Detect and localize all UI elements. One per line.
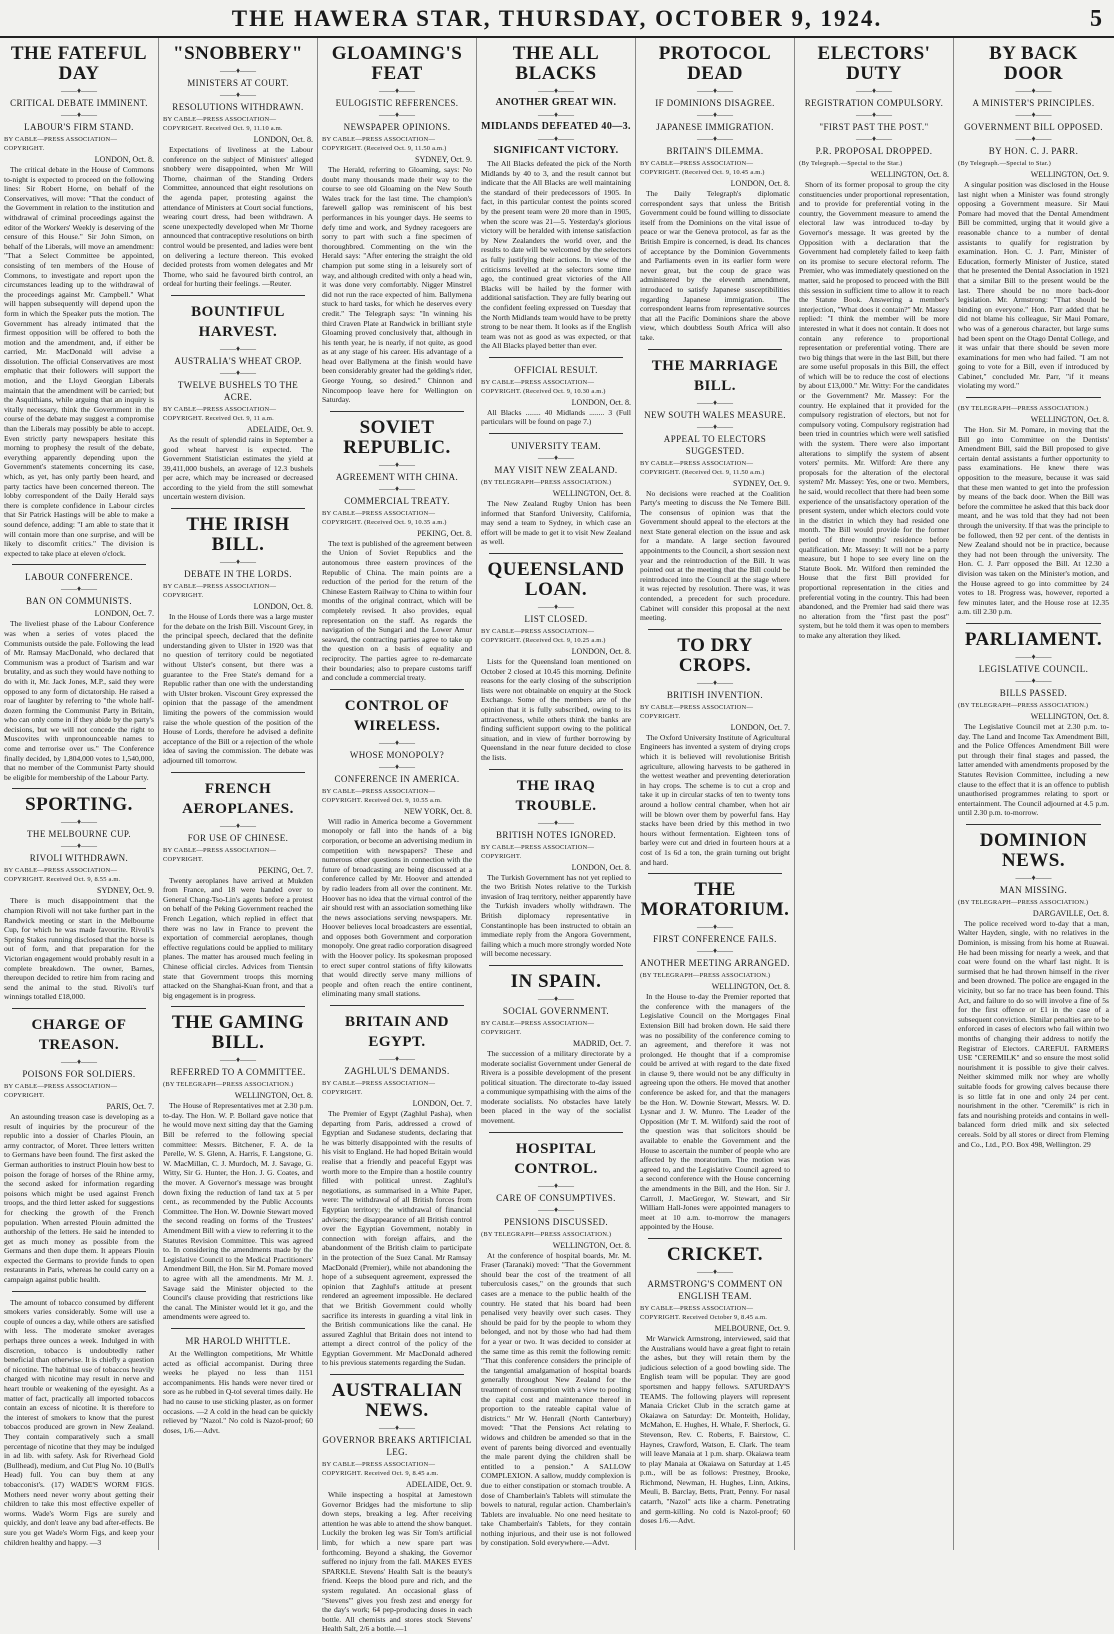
subheading: PENSIONS DISCUSSED. (503, 1216, 609, 1227)
column-divider (171, 1006, 305, 1007)
subheading: POISONS FOR SOLDIERS. (22, 1068, 136, 1079)
ornament-rule (4, 842, 154, 850)
dateline: LONDON, Oct. 8. (571, 397, 631, 407)
subheading: BRITISH NOTES IGNORED. (495, 829, 617, 840)
article-heading: ELECTORS' DUTY (817, 43, 931, 84)
article-heading: TO DRY CROPS. (677, 634, 753, 676)
wire-credit: (BY TELEGRAPH—PRESS ASSOCIATION.) (163, 1081, 294, 1089)
article-body: The Oxford University Institute of Agricultural Engineers has invented a system of drying crops which it is believed will revolutionise British agriculture, allowing harvests to be gathered in the wettest weather and preventing deterioration in hay crops. The scheme is to cut a crop and take it up in circular stacks of ten to twenty tons around a hollow central chamber, when hot air will be blown over them by powerful fans. Hay stacks have been dried by this method in two hours without fermentation. Eighteen tons of barley were cut and dried in fourteen hours at a cost of 1s 6d a ton, the grain turning out bright and hard. (640, 732, 790, 867)
ornament-rule (640, 399, 790, 407)
article (640, 44, 790, 343)
article (481, 44, 631, 351)
ornament-rule (322, 1424, 472, 1432)
dateline: WELLINGTON, Oct. 8. (1030, 415, 1109, 425)
dateline: SYDNEY, Oct. 9. (415, 155, 472, 164)
column-divider (966, 397, 1101, 398)
article-body: The text is published of the agreement between the Union of Soviet Republics and the autonomous three eastern provinces of the Republic of China. The main points are a reduction of the period for the return of the Chinese Eastern Railway to China to within four months of the original contract, which will be completely revised. It also provides, equal representation on the staff. As regards the navigation of the Sungari and the Lower Amur seaward, the contracting parties agree to take up the question on a basis of equality and reciprocity. The parties agree to re-demarcate their boundaries; also to prepare customs tariff and conclude a commercial treaty. (322, 538, 472, 683)
subheading: SIGNIFICANT VICTORY. (493, 145, 619, 156)
column-divider (489, 965, 623, 966)
subheading: FOR USE OF CHINESE. (187, 832, 289, 843)
article (481, 965, 631, 1126)
article (640, 1238, 790, 1526)
article-heading: AUSTRALIAN NEWS. (331, 1380, 463, 1422)
wire-credit: BY CABLE—PRESS ASSOCIATION—COPYRIGHT. (4, 1082, 118, 1099)
ornament-rule (481, 135, 631, 143)
dateline: MELBOURNE, Oct. 9. (714, 1323, 790, 1333)
ornament-rule (322, 739, 472, 747)
column-divider (489, 553, 623, 554)
subheading: A MINISTER'S PRINCIPLES. (972, 98, 1095, 108)
wire-credit: (BY TELEGRAPH—PRESS ASSOCIATION.) (481, 479, 612, 487)
subheading: BY HON. C. J. PARR. (988, 146, 1079, 156)
article-body: The Herald, referring to Gloaming, says: No doubt many thousands made their way to the course to see old Gloaming on the New South Wales track for the last time. The champion's farewell gallop was reminiscent of his best performances in his younger days. He seems to defy time and work, and Sydney racegoers are sorry to part with such a fine specimen of thoroughbred. Commenting on the win the Herald says: "After entering the straight the old champion put some sting in a leisurely sort of way, and although credited with only a head win, it was done very comfortably. Nigger Minstrel did not run the race expected of him. Ballymena stuck to hard tasks, for which he deserves every credit." The Telegraph says: "In winning his third Craven Plate at Randwick in brilliant style Gloaming proved conclusively that, although in his tenth year, he is nearly, if not quite, as good as at any stage of his career. His advantage of a head over Ballymena at the finish would have been considerably greater had the gelding's rider, George Young, so desired." Chinnon and Nincompoop leave here for Wellington on Saturday. (322, 165, 472, 405)
subheading: "FIRST PAST THE POST." (819, 122, 929, 132)
newspaper-title: THE HAWERA STAR, THURSDAY, OCTOBER 9, 1924. (231, 6, 883, 31)
wire-credit: (BY TELEGRAPH—PRESS ASSOCIATION.) (481, 1230, 612, 1238)
wire-credit: BY CABLE—PRESS ASSOCIATION—COPYRIGHT. Received Oct. 9, 11.10 a.m. (163, 116, 283, 132)
article-body: The liveliest phase of the Labour Conference was when a series of votes placed the Communists outside the pale. Following the lead of Mr. Ramsay MacDonald, who declared that Communism was a product of Tsarism and war brutality, and as such they would have nothing to do with it, Mr. Jack Jones, M.P., said they were opposed to any form of dictatorship. He raised a roar of laughter by referring to "the whole half-dozen forming the Communist Party in Britain, who can only come in if they abide by the party's decisions, but we will not concede the right to Muscovites with unpronounceable names to come and terrorise over us." The Conference finally decided, by 1,804,000 votes to 1,540,000, that no member of the Communist Party should be eligible for membership of the Labour Party. (4, 619, 154, 782)
dateline: LONDON, Oct. 8. (94, 155, 154, 164)
subheading: LABOUR'S FIRM STAND. (24, 122, 134, 132)
dateline: DARGAVILLE, Oct. 8. (1032, 908, 1109, 918)
ornament-rule (799, 135, 949, 143)
column-6 (795, 38, 954, 1550)
article (640, 873, 790, 1232)
wire-credit: BY CABLE—PRESS ASSOCIATION—COPYRIGHT. (Received Oct. 9, 11.50 a.m.) (640, 459, 765, 476)
subheading: GOVERNOR BREAKS ARTIFICIAL LEG. (322, 1435, 472, 1458)
column-divider (171, 1328, 305, 1329)
article-body: The Legislative Council met at 2.30 p.m. to-day. The Land and Income Tax Amendment Bill, and the Police Offences Amendment Bill were put through their final stages and passed, the latter amended with amendments proposed by the Statutes Revision Committee, including a new clause to the effect that it is an offence to publish unauthorised programmes relating to sport or entertainment. The Council adjourned at 4.5 p.m. until 2.30 p.m. to-morrow. (958, 721, 1109, 818)
article-body: Expectations of liveliness at the Labour conference on the subject of Ministers' alleged snobbery were disappointed, when Mr Will Thorne, chairman of the Standing Orders Committee, announced that eight resolutions on the agenda paper, protesting against the attendance of Ministers at Court social functions, wearing court dress, had been withdrawn. A scene unexpectedly developed when Mr Thorne announced that contraceptive resolutions on birth control would be presented, and ladies were bent on delivering a lecture thereon. This evoked decided protests from women delegates and Mr Thorne, who said he favoured birth control, an ordeal for hurting their feelings. —Reuter. (163, 145, 313, 289)
column-divider (648, 629, 782, 630)
column-4 (477, 38, 636, 1550)
dateline: NEW YORK, Oct. 8. (404, 806, 472, 816)
ornament-rule (958, 87, 1109, 95)
ornament-rule (640, 1268, 790, 1276)
ornament-rule (163, 369, 313, 377)
article-body: The police received word to-day that a man, Walter Hayden, single, with no relatives in the Dominion, is missing from his home at Ruawai. He had been missing for nearly a week, and that coat were found on the wharf last night. It is surmised that he had thrown himself in the river and been drowned. The police are engaged in the vicinity, but so far no trace has been found. This Act, and failure to do so will involve a fine of 5s for the first offence or £1 in the case of a subsequent conviction. Similar penalties are to be enforced in cases of electors who fail within two months of changing their address to notify the Registrar of Electors. CAREFUL FARMERS USE "CEREMILK" and so ensure the most solid nourishment it is possible to give their calves. Neither skimmed milk nor whey are wholly suitable foods for growing calves because there is so little fat in one and only 24 per cent. nourishment in the other. "Ceremilk" is rich in fats and nourishing proteids and contains in well-balanced form dried milk and six selected cereals. Sold by all stores or direct from Fleming and Co., Ltd., P.O. Box 498, Wellington. 29 (958, 918, 1109, 1149)
page-number: 5 (1090, 6, 1102, 32)
wire-credit: BY CABLE—PRESS ASSOCIATION—COPYRIGHT. (Received Oct. 9, 10.25 a.m.) (481, 628, 606, 645)
wire-credit: BY CABLE—PRESS ASSOCIATION—COPYRIGHT. (163, 583, 277, 600)
column-divider (489, 769, 623, 770)
article (322, 689, 472, 999)
article (958, 397, 1109, 617)
dateline: WELLINGTON, Oct. 8. (711, 982, 790, 992)
ornament-rule (640, 947, 790, 955)
subheading: BAN ON COMMUNISTS. (26, 596, 132, 607)
ornament-rule (799, 111, 949, 119)
article-body: Will radio in America become a Government monopoly or fall into the hands of a big corporation, or become an advertising medium in competition with newspapers? These and numerous other questions in connection with the future of broadcasting are being discussed at a conference called by Mr. Hoover and attended by radio leaders from all over the continent. Mr. Hoover has no idea that the virtual control of the air should rest with an association something like the news associations serving newspapers. Mr. Hoover believes local broadcasters are essential, and opposes both Government and corporation monopoly. One great radio corporation disagreed with the Hoover policy. Its spokesman proposed to erect super control stations of fifty kilowatts that would directly serve many millions of people and often reach the entire continent, eliminating many small stations. (322, 816, 472, 999)
ornament-rule (322, 1055, 472, 1063)
column-divider (489, 433, 623, 434)
masthead (0, 0, 1114, 38)
column-divider (171, 508, 305, 509)
dateline: LONDON, Oct. 7. (412, 1099, 472, 1109)
ornament-rule (640, 135, 790, 143)
dateline: SYDNEY, Oct. 9. (97, 886, 154, 896)
ornament-rule (4, 1058, 154, 1066)
newspaper-columns (0, 38, 1114, 1634)
ornament-rule (163, 91, 313, 99)
subheading: UNIVERSITY TEAM. (511, 441, 601, 452)
article-body: No decisions were reached at the Coalition Party's meeting to discuss the Ne Temere Bill. The consensus of opinion was that the Government should appeal to the electors at the next State general election on the issue and ask for a mandate. A large section favoured appointments to the Council, a short session next year and the reintroduction of the Bill. It was pointed out at the meeting that the Bill could be reintroduced into the Council at the stage where it was rejected by resolution. There was, it was contended, a precedent for such procedure. Cabinet will consider this proposal at the next meeting. (640, 488, 790, 623)
article-body: Mr Warwick Armstrong, interviewed, said that the Australians would have a great fight to retain the ashes, but they will retain them by the judicious selection of a good bowling side. The English team will be popular. They are good sportsmen and happy fellows. SATURDAY'S TEAMS. The following players will represent Manaia Cricket Club in the scratch game at Okaiawa on Saturday: Dr. Monteith, Holiday, McMahon, E. Hughes, H. Whale, F. Sherlock, G. Stevenson, Rev. C. Roberts, F. Bairstow, C. Haynes, Crawford, Watson, E. Clark. The team will leave Manaia at 1 p.m. sharp. Okaiawa team to play Manaia at Okaiawa on Saturday at 1.45 p.m., will be as follows: Prestney, Brooke, Richmond, Newman, H. Hughes, Linn, Atkins, Meuli, B. Barclay, Betts, Pratt, Penny. For nasal catarrh, "Nazol" acts like a charm. Penetrating and germ-killing. No cold is Nazol-proof; 60 doses 1/6.—Advt. (640, 1333, 790, 1526)
subheading: FIRST CONFERENCE FAILS. (653, 934, 777, 945)
article-body: The amount of tobacco consumed by different smokers varies considerably. Some will use a couple of ounces a day, while others are satisfied with less. The moderate smoker averages perhaps three ounces a week. Indulged in with discretion, tobacco is undoubtedly rather beneficial than otherwise. It is chiefly a question of nicotine. The habitual use of tobaccos heavily charged with nicotine may result in nerve and heart trouble or weakening of the eyesight. As a matter of fact, practically all imported tobaccos contain an excess of nicotine. It is therefore to the interest of smokers to know that the purest tobaccos produced are grown in New Zealand. They contain comparatively such a small percentage of nicotine that they may be indulged in ad lib. with safety. Ask for Riverhead Gold (Bullhead), medium, and Cut Plug No. 10 (Bull's Head) full. You can buy them at any tobacconist's. (17) WADE'S WORM FIGS. Mothers need never worry about getting their children to take this most effective expeller of worms. Wade's Worm Figs are surely and quickly, and don't leave any bad after-effects. Be sure you get Wade's Worm Figs, and keep your children healthy and happy. —3 (4, 1297, 154, 1547)
wire-credit: BY CABLE—PRESS ASSOCIATION—COPYRIGHT. Received Oct. 9, 11 a.m. (163, 405, 277, 422)
article-heading: THE IRAQ TROUBLE. (515, 777, 597, 814)
ornament-rule (481, 603, 631, 611)
ornament-rule (481, 454, 631, 462)
dateline: WELLINGTON, Oct. 8. (870, 170, 949, 179)
article-heading: SPORTING. (25, 794, 133, 816)
column-divider (330, 1374, 464, 1375)
article (958, 44, 1109, 391)
subheading: AUSTRALIA'S WHEAT CROP. (174, 355, 302, 366)
subheading: LIST CLOSED. (524, 614, 588, 625)
ornament-rule (958, 111, 1109, 119)
column-divider (330, 411, 464, 412)
article (322, 1005, 472, 1368)
subheading: BRITISH INVENTION. (666, 689, 764, 700)
subheading: IF DOMINIONS DISAGREE. (655, 98, 775, 108)
article (163, 295, 313, 502)
ornament-rule (481, 1206, 631, 1214)
subheading: COMMERCIAL TREATY. (344, 495, 450, 506)
subheading: MIDLANDS DEFEATED 40—3. (481, 121, 631, 132)
wire-credit: BY CABLE—PRESS ASSOCIATION—COPYRIGHT. Received October 9, 8.45 a.m. (640, 1304, 768, 1321)
ornament-rule (163, 558, 313, 566)
article-body: All Blacks ........ 40 Midlands ........ 3 (Full particulars will be found on page 7.) (481, 407, 631, 427)
article-body: An astounding treason case is developing as a result of inquiries by the procureur of the republic into a dossier of Charles Plouin, an army contractor, of Moret. Three letters written to Germans have been found. The first asked the German authorities to instruct Plouin how best to poison the forage of horses of the Rhine army, the second asked for information regarding poisons which might be used against French troops, and the third letter asked for suggestions for checking the growth of the French population. When arrested Plouin admitted the authorship of the letters. He said he intended to get as much money as possible from the Germans and then dupe them. It appears Plouin expected the Germans to provide funds to open restaurants in Paris, whereas he could carry on a campaign against public health. (4, 1111, 154, 1285)
subheading: WHOSE MONOPOLY? (349, 749, 445, 760)
dateline: PEKING, Oct. 7. (258, 865, 313, 875)
column-divider (966, 824, 1101, 825)
article-heading: CONTROL OF WIRELESS. (344, 697, 450, 734)
subheading: RIVOLI WITHDRAWN. (29, 853, 129, 864)
ornament-rule (640, 423, 790, 431)
article-heading: CHARGE OF TREASON. (31, 1016, 127, 1053)
subheading: MAY VISIT NEW ZEALAND. (494, 465, 618, 476)
subheading: BILLS PASSED. (999, 687, 1068, 698)
article-body: The critical debate in the House of Commons to-night is expected to proceed on the following lines: Sir Robert Horne, on behalf of the Conservatives, will move: "That the conduct of the Government in relation to the institution and withdrawal of criminal proceedings against the editor of the Workers' Weekly is deserving of the censure of this House." Sir John Simon, on behalf of the Liberals, will move an amendment: "That a Select Committee be appointed, consisting of ten members of the House of Commons, to investigate and report upon the circumstances leading up to the withdrawal of the proceedings against Mr. Campbell." What will happen subsequently will depend upon the form in which the Speaker puts the motion. The Government has already intimated that the firmest opposition will be offered to both the motion and the amendment, and, if either be carried, Mr. MacDonald will advise a dissolution. The official Conservatives are most emphatic that their followers will support the motion, and the Lloyd Georgian Liberals maintain that the amendment will be carried; but the Asquithians, while arguing that an inquiry is vitally necessary, think the Government in the course of the debate may suggest a compromise than the Liberals may possibly be able to accept. Even strictly party newspapers hesitate this morning to prophesy the result of the debate, everything apparently depending upon the Government's statements concerning its case, which, as yet, has only partly been heard, and party tactics have been concerned thereon. The lobby correspondent of the Daily Herald says there is complete confidence in Labour circles that Sir Patrick Hastings will be able to make a sound defence, adding: "I am able to state that it will contain more than one surprise, and will be likely to discomfit critics." The division is expected to take place at eleven o'clock. (4, 165, 154, 558)
ornament-rule (322, 763, 472, 771)
ornament-rule (163, 345, 313, 353)
article-body: Twenty aeroplanes have arrived at Mukden from France, and 18 were handed over to General Chang-Tso-Lin's agents before a protest on behalf of the Peking Government reached the French Legation, which replied in effect that there was no law in France to prevent the exportation of commercial aeroplanes, though effective regulations could be applied to military planes. The matter has aroused much feeling in Chinese official circles. Advices from Tientsin state that Government troops this morning attacked on the Shanghai-Kuan front, and that a big engagement is in progress. (163, 875, 313, 1000)
wire-credit: BY CABLE—PRESS ASSOCIATION—COPYRIGHT. (640, 703, 754, 720)
article (640, 629, 790, 867)
dateline: LONDON, Oct. 7. (730, 722, 790, 732)
ornament-rule (322, 87, 472, 95)
subheading: JAPANESE IMMIGRATION. (656, 122, 774, 132)
column-3 (318, 38, 477, 1634)
article (163, 44, 313, 289)
article-heading: THE MORATORIUM. (640, 879, 790, 921)
column-divider (12, 564, 146, 565)
ornament-rule (481, 1182, 631, 1190)
dateline: LONDON, Oct. 8. (571, 862, 631, 872)
ornament-rule (322, 485, 472, 493)
article (958, 824, 1109, 1149)
wire-credit: BY CABLE—PRESS ASSOCIATION—COPYRIGHT. (322, 1080, 436, 1097)
wire-credit: BY CABLE—PRESS ASSOCIATION—COPYRIGHT. (4, 136, 118, 152)
article (481, 769, 631, 959)
article-body: As the result of splendid rains in September a good wheat harvest is expected. The Government Statistician estimates the yield at 39,411,000 bushels, an average of 12.3 bushels per acre, which may be increased or decreased according to the yield from the still somewhat uncertain western division. (163, 434, 313, 502)
column-2 (159, 38, 318, 1550)
column-divider (12, 1291, 146, 1292)
article-heading: DOMINION NEWS. (979, 829, 1088, 871)
article-heading: HOSPITAL CONTROL. (514, 1140, 598, 1177)
column-divider (648, 1238, 782, 1239)
subheading: MAN MISSING. (999, 884, 1068, 895)
article-body: The Daily Telegraph's diplomatic correspondent says that unless the British Government could be found willing to dissociate itself from the Dominions on the vital issue of peace or war the Geneva protocol, as far as the British Empire is concerned, is dead. Its chances of acceptance by the Dominion Governments and Parliaments even in its earlier form were never great, but the coup de grace was administered by the eleventh amendment, introduced to satisfy Japanese susceptibilities regarding Japanese immigration. The correspondent learns from representative sources that all the Pacific Dominions share the above view, which doubtless South Africa will also take. (640, 189, 790, 342)
article-heading: THE FATEFUL DAY (10, 43, 148, 84)
article (481, 553, 631, 763)
wire-credit: (BY TELEGRAPH—PRESS ASSOCIATION.) (958, 405, 1089, 413)
article (4, 1291, 154, 1547)
article-body: The Turkish Government has not yet replied to the two British Notes relative to the Turkish invasion of Iraq territory, neither apparently have the Turkish invaders wholly withdrawn. The British diplomacy representative in Constantinople has been instructed to obtain an immediate reply from the Angora Government, failing which a much more strongly worded Note will become necessary. (481, 872, 631, 959)
column-1 (0, 38, 159, 1550)
wire-credit: (BY TELEGRAPH—PRESS ASSOCIATION.) (640, 972, 771, 980)
subheading: ANOTHER GREAT WIN. (495, 97, 617, 108)
column-divider (966, 623, 1101, 624)
column-5 (636, 38, 795, 1550)
subheading: ANOTHER MEETING ARRANGED. (640, 958, 790, 969)
subheading: BRITAIN'S DILEMMA. (666, 146, 764, 156)
subheading: EULOGISTIC REFERENCES. (335, 98, 459, 108)
column-divider (489, 1132, 623, 1133)
article-heading: GLOAMING'S FEAT (331, 43, 463, 84)
dateline: ADELAIDE, Oct. 9. (247, 424, 313, 434)
article-body: The succession of a military directorate by a moderate socialist Government under General de Rivera is a possible development of the present political situation. The directorate to-day issued a communique sympathising with the aims of the moderate socialists. No obstacles have lately been placed in the way of the socialist movement. (481, 1048, 631, 1126)
article-heading: BRITAIN AND EGYPT. (345, 1014, 449, 1051)
ornament-rule (640, 111, 790, 119)
ornament-rule (958, 677, 1109, 685)
article (481, 357, 631, 427)
ornament-rule (163, 822, 313, 830)
article (4, 788, 154, 1002)
dateline: WELLINGTON, Oct. 9. (1030, 170, 1109, 179)
dateline: WELLINGTON, Oct. 8. (1030, 711, 1109, 721)
ornament-rule (481, 995, 631, 1003)
subheading: APPEAL TO ELECTORS SUGGESTED. (663, 433, 767, 456)
subheading: NEW SOUTH WALES MEASURE. (644, 409, 786, 420)
article (4, 1008, 154, 1285)
article-body: Lists for the Queensland loan mentioned on October 2 closed at 10.45 this morning. Definite reasons for the early closing of the subscription lists were not obtainable on enquiry at the Stock Exchange. Some of the members are of the opinion that it is fully subscribed, owing to its attractiveness, while others think the banks are finding sufficient support owing to the political situation, and in view of further borrowing by Queensland in the near future decided to close the lists. (481, 657, 631, 762)
article-heading: BY BACK DOOR (989, 43, 1078, 84)
article-heading: THE ALL BLACKS (512, 43, 600, 84)
ornament-rule (4, 585, 154, 593)
dateline: WELLINGTON, Oct. 8. (552, 1240, 631, 1250)
article (4, 564, 154, 782)
wire-credit: BY CABLE—PRESS ASSOCIATION—COPYRIGHT. (Received Oct. 9, 10.30 a.m.) (481, 378, 606, 395)
dateline: LONDON, Oct. 7. (94, 609, 154, 619)
article-heading: THE IRISH BILL. (186, 514, 290, 556)
column-divider (489, 357, 623, 358)
ornament-rule (481, 87, 631, 95)
subheading: NEWSPAPER OPINIONS. (343, 122, 451, 132)
article-body: The Hon. Sir M. Pomare, in moving that the Bill go into Committee on the Dentists' Amendment Bill, said the Bill proposed to give certain dental assistants a further opportunity to pass examinations. He knew there was opposition to the measure, because it was said that these men wanted to get into the profession by means of the back door. When the Bill was before the committee he asked that this back door meant, and he was told that they had not been through the university. If that was the principle to be followed, then 92 per cent. of the dentists in New Zealand should not be in practice, because they had not been through the university. The Hon. C. J. Parr opposed the Bill. At 12.30 a division was taken on the Minister's motion, and the House agreed to go into committee by 24 votes to 18. Progress was, however, reported a few minutes later, and the House rose at 12.35 a.m. till 2.30 p.m. (958, 425, 1109, 617)
wire-credit: BY CABLE—PRESS ASSOCIATION—COPYRIGHT. (163, 846, 277, 863)
subheading: MR HAROLD WHITTLE. (185, 1335, 291, 1346)
ornament-rule (163, 67, 313, 75)
article-body: In the House to-day the Premier reported that the conference with the managers of the Legislative Council on the Mortgages Final Extension Bill had broken down. He said there was no possibility of the conference coming to an agreement, and therefore it was not prolonged. He thought that if a compromise could be arrived at with regard to the date fixed in clause 9, there would not be any difficulty in agreeing upon the others. He moved that another conference be asked for, and that the managers be the Hon. W. Downie Stewart, Messrs. W. D. Lysnar and J. W. Munro. The Leader of the Opposition (Mr T. M. Wilford) said the root of the question was that solicitors should be available to enable the Government and the House to ascertain the number of people who are affected by the moratorium. The motion was agreed to, and the Legislative Council agreed to a second conference with the House concerning the amendments in the Bill, and the Hon. Sir J. Carroll, J. MacGregor, W. Stewart, and Sir William Hall-Jones were appointed managers to meet at 10 a.m. to-morrow the managers appointed by the House. (640, 992, 790, 1232)
column-divider (648, 349, 782, 350)
subheading: THE MELBOURNE CUP. (27, 829, 131, 840)
article-heading: QUEENSLAND LOAN. (487, 559, 625, 601)
dateline: ADELAIDE, Oct. 9. (406, 1480, 472, 1490)
dateline: LONDON, Oct. 8. (253, 135, 313, 144)
article (163, 508, 313, 766)
subheading: REGISTRATION COMPULSORY. (804, 98, 944, 108)
wire-credit: BY CABLE—PRESS ASSOCIATION—COPYRIGHT. (481, 1019, 595, 1036)
subheading: CONFERENCE IN AMERICA. (334, 773, 460, 784)
dateline: LONDON, Oct. 8. (571, 647, 631, 657)
subheading: ARMSTRONG'S COMMENT ON ENGLISH TEAM. (647, 1278, 783, 1301)
subheading: GOVERNMENT BILL OPPOSED. (964, 122, 1103, 132)
article (322, 411, 472, 683)
ornament-rule (640, 923, 790, 931)
wire-credit: (By Telegraph.—Special to the Star.) (799, 160, 903, 167)
article-heading: PROTOCOL DEAD (658, 43, 772, 84)
article (481, 1132, 631, 1548)
article (163, 1006, 313, 1322)
wire-credit: BY CABLE—PRESS ASSOCIATION—COPYRIGHT. Received Oct. 9, 8.55 a.m. (4, 867, 121, 884)
article (322, 44, 472, 405)
column-divider (330, 689, 464, 690)
article-heading: "SNOBBERY" (173, 43, 303, 64)
wire-credit: BY CABLE—PRESS ASSOCIATION—COPYRIGHT. (481, 843, 595, 860)
wire-credit: BY CABLE—PRESS ASSOCIATION—COPYRIGHT. Received Oct. 9, 8.45 a.m. (322, 1461, 439, 1478)
article-heading: PARLIAMENT. (964, 628, 1103, 650)
dateline: SYDNEY, Oct. 9. (733, 478, 790, 488)
subheading: LABOUR CONFERENCE. (25, 572, 133, 583)
ornament-rule (481, 111, 631, 119)
article-heading: FRENCH AEROPLANES. (182, 780, 294, 817)
column-divider (648, 873, 782, 874)
column-divider (12, 1008, 146, 1009)
article (958, 623, 1109, 818)
dateline: PEKING, Oct. 8. (417, 528, 472, 538)
subheading: MINISTERS AT COURT. (187, 78, 289, 88)
dateline: LONDON, Oct. 8. (730, 179, 790, 188)
article (481, 433, 631, 547)
article-body: Shorn of its former proposal to group the city constituencies under proportional representation, and to provide for preferential voting in the country, the Government measure to amend the electoral law was introduced to-day by Governor's message. It was greeted by the Opposition with a declaration that the Government had completely failed to keep faith on its promise to secure electoral reform. The Premier, who was immediately questioned on the matter, said he proposed to proceed with the Bill this session in sufficient time to allow it to reach the Statute Book. Answering a member's interjection, "What does it contain?" Mr. Massey replied: "I think the member will be more interested in what it does not contain. It does not contain any reference to proportional representation or preferential voting. There are two big things that were in the last Bill, but there are some useful proposals in this Bill, the effect of which will be to reduce the cost of elections by about £13,000." Mr. Witty: For the candidates or the Government? Mr. Massey: For the country. He explained that it provided for the compulsory registration of electors, but not for compulsory voting. Compulsory registration had been tried in countries which were well satisfied with the system. There were also important alterations to simplify the system of absent voters' permits. Mr. Wilford: Are there any proposals for the alteration of the electoral system? Mr. Massey: Yes, one or two. Members, he said, would recollect that there had been some experience of the unsatisfactory operation of the present system, under which electors could vote in the district in which they had resided one month. The Bill would provide for the former period of three months' residence before qualification. Mr. Massey: It will not be a party measure, but I hope to see every line on the Statute Book. Mr. Wilford then reminded the House that the first Bill provided for proportional representation in the cities and preferential voting in the country. This had been abandoned, and the Premier had said there was no alteration from the "first past the post" system, but he told them it was open to members to make any alteration they liked. (799, 180, 949, 640)
dateline: WELLINGTON, Oct. 8. (234, 1091, 313, 1101)
column-7 (954, 38, 1113, 1550)
ornament-rule (322, 461, 472, 469)
article (163, 1328, 313, 1435)
ornament-rule (958, 874, 1109, 882)
ornament-rule (799, 87, 949, 95)
subheading: CARE OF CONSUMPTIVES. (496, 1192, 616, 1203)
article-heading: CRICKET. (666, 1243, 764, 1265)
wire-credit: (BY TELEGRAPH—PRESS ASSOCIATION.) (958, 701, 1089, 709)
article-body: In the House of Lords there was a large muster for the debate on the Irish Bill. Viscount Grey, in the principal speech, declared that the definite understanding given to Ulster in 1920 was that no question of territory could be negotiated without Ulster's consent, but there was a guarantee to the Free State's demand for a Republic rather than one with the understanding with Ulster broken. Viscount Grey expressed the opinion that the passage of the amendment limiting the powers of the commission would raise the whole question of the position of the House of Lords, therefore he advised a definite acceptance of the Bill or a rejection of the whole idea of saving the commission. The debate was adjourned till tomorrow. (163, 612, 313, 765)
ornament-rule (958, 653, 1109, 661)
ornament-rule (163, 1056, 313, 1064)
article (163, 772, 313, 1001)
article-heading: THE MARRIAGE BILL. (651, 357, 779, 394)
column-divider (171, 772, 305, 773)
article (4, 44, 154, 558)
subheading: DEBATE IN THE LORDS. (184, 569, 292, 580)
article-body: The Premier of Egypt (Zaghlul Pasha), when departing from Paris, addressed a crowd of Egyptian and Sudanese students, declaring that he was bitterly disappointed with the results of his visit to England. He had hoped Britain would realise that a friendly and peaceful Egypt was worth more to the Empire than a hostile country filled with political unrest. Zaghlul's negotiations, as summarised in a White Paper, were: The withdrawal of all British forces from Egyptian territory; the withdrawal of financial advisers; the disappearance of all British control over the Egyptian Government, notably in connection with foreign affairs, and the abandonment of the British claim to participate in the protection of the Suez Canal. Mr Ramsay MacDonald (Premier), while not abandoning the hope of a subsequent agreement, expressed the opinion that Zaghlul's attitude at present rendered an agreement impossible. He declared that we British Government could wholly sacrifice its interests in guarding a vital link in the British communications like the canal. He assured Zaghlul that Britain does not intend to attempt a direct control of the policy of the Egyptian Government. Mr MacDonald adhered to his previous statements regarding the Sudan. (322, 1109, 472, 1368)
wire-credit: BY CABLE—PRESS ASSOCIATION—COPYRIGHT. (Received Oct. 9, 11.50 a.m.) (322, 136, 447, 152)
ornament-rule (4, 111, 154, 119)
article-body: There is much disappointment that the champion Rivoli will not take further part in the Randwick meeting or start in the Melbourne Cup, for which he was made favourite. Rivoli's Spring Stakes running disclosed that the horse is out of form, and that preparation for the Victorian engagement would probably result in a complete breakdown. The owner, Barnes, thereupon decided to retire him from racing and send the animal to the stud. Rivoli's turf winnings totalled £18,000. (4, 896, 154, 1002)
subheading: OFFICIAL RESULT. (514, 364, 598, 375)
dateline: PARIS, Oct. 7. (106, 1101, 154, 1111)
wire-credit: BY CABLE—PRESS ASSOCIATION—COPYRIGHT. (Received Oct. 9, 10.35 a.m.) (322, 509, 447, 526)
subheading: ZAGHLUL'S DEMANDS. (344, 1066, 450, 1077)
article-body: The New Zealand Rugby Union has been informed that Stanford University, California, may send a team to Sydney, in which case an effort will be made to get it to visit New Zealand as well. (481, 499, 631, 547)
article-body: The All Blacks defeated the pick of the North Midlands by 40 to 3, and the result cannot but indicate that the All Blacks are well maintaining the standard of their predecessors of 1905. In fact, in this particular contest the points scored by the present team were 20 more than in 1905, when the score was 21—5. Yesterday's glorious victory will be heralded with intense satisfaction by New Zealanders the world over, and the results to date will be welcomed by the selectors as fully justifying their actions. In view of the criticisms levelled at the selectors some time ago, the continued great victories of the All Blacks will be hailed by the former with additional satisfaction. They are fully bearing out the confident feeling expressed on Tuesday that the North Midlands team would have to be pretty strong to be near them. It looks as if the English team was not as good as was expected, or that the All Blacks played better than ever. (481, 159, 631, 351)
article-body: The House of Representatives met at 2.30 p.m. to-day. The Hon. W. P. Bollard gave notice that he would move next sitting day that the Gaming Bill be referred to the following special committee: Messrs. Bitchener, F. A. de la Perelle, W. S. Glenn, A. Harris, F. Langstone, G. W. MacMillan, C. J. Murdoch, M. J. Savage, G. Witty, Sir G. Hunter, the Hon. J. G. Coates, and the mover. A Governor's message was brought down fixing the reduction of land tax at 5 per cent., as recommended by the Public Accounts Committee. The Hon. W. Downie Stewart moved the second reading on forms of the Trustees' Amendment Bill with a view to referring it to the Statutes Revision Committee. This was agreed to. In considering the amendments made by the Legislative Council to the Medical Practitioners' Amendment Bill, the Hon. Sir M. Pomare moved to agree with all the amendments. Mr M. J. Savage said the Minister objected to the Council's clause providing that restrictions like the canal. The Minister would let it go, and the amendments were agreed to. (163, 1101, 313, 1322)
ornament-rule (4, 87, 154, 95)
ornament-rule (322, 111, 472, 119)
article (322, 1374, 472, 1634)
article-heading: SOVIET REPUBLIC. (343, 416, 451, 458)
column-divider (330, 1005, 464, 1006)
ornament-rule (4, 818, 154, 826)
article-body: A singular position was disclosed in the House last night when a Minister was found strongly opposing a Government measure. Sir Maui Pomare had moved that the Dental Amendment Bill be committed, urging that it would give a reasonable chance to a number of dental assistants to qualify for registration by examination. Hon. C. J. Parr, Minister of Education, formerly Minister of Justice, stated that he presented the Dental Association in 1921 that a similar Bill to the present would be the last. There should be no more back-door legislation. Mr. Armstrong: "That should be binding on everyone." Hon. Parr added that he did not blame his colleague, Sir Maui Pomare, who was of a generous character, but large sums had been spent on the Otago Dental College, and it was unfair that there should be seven more examinations for men who had failed. "I am not going to vote for a Bill, even if introduced by Cabinet," concluded Mr. Parr, "if it means violating my word." (958, 180, 1109, 391)
article-body: While inspecting a hospital at Jamestown Governor Bridges had the misfortune to slip down steps, breaking a leg. After receiving attention he was able to attend the show banquet. Luckily the broken leg was Sir Tom's artificial limb, for which a new spare part was forthcoming. Beyond a shaking, the Governor suffered no injury from the fall. MAKES EYES SPARKLE. Stevens' Health Salt is the beauty's friend. Keeps the blood pure and rich, and the system regulated. An occasional glass of "Stevens'" gives you fresh zest and energy for the day's work; 64 pep-producing doses in each bottle. All chemists and stores stock Stevens' Health Salt, 2/6 a bottle.—1 (322, 1490, 472, 1634)
ornament-rule (640, 679, 790, 687)
column-divider (171, 295, 305, 296)
ornament-rule (640, 87, 790, 95)
subheading: LEGISLATIVE COUNCIL. (978, 663, 1089, 674)
ornament-rule (958, 135, 1109, 143)
article-heading: IN SPAIN. (510, 970, 602, 992)
article (640, 349, 790, 623)
dateline: MADRID, Oct. 7. (573, 1038, 631, 1048)
article-heading: THE GAMING BILL. (171, 1012, 305, 1054)
wire-credit: (BY TELEGRAPH—PRESS ASSOCIATION.) (958, 898, 1089, 906)
wire-credit: (By Telegraph.—Special to Star.) (958, 160, 1052, 167)
article-heading: BOUNTIFUL HARVEST. (191, 303, 285, 340)
subheading: RESOLUTIONS WITHDRAWN. (172, 102, 304, 112)
subheading: REFERRED TO A COMMITTEE. (170, 1067, 306, 1078)
article (799, 44, 949, 641)
wire-credit: BY CABLE—PRESS ASSOCIATION—COPYRIGHT. Received Oct. 9, 10.55 a.m. (322, 787, 442, 804)
wire-credit: BY CABLE—PRESS ASSOCIATION—COPYRIGHT. (Received Oct. 9, 10.45 a.m.) (640, 160, 765, 176)
article-body: At the Wellington competitions, Mr Whittle acted as official accompanist. During three weeks he played no less than 1151 accompaniments. His hands were never tired or sore as he rubbed in Q-tol several times daily. He had no cause to use sticking plaster, as on former occasions. —2 A cold in the head can be quickly relieved by "Nazol." No cold is Nazol-proof; 60 doses, 1/6.—Advt. (163, 1348, 313, 1435)
column-divider (12, 788, 146, 789)
subheading: AGREEMENT WITH CHINA. (335, 471, 459, 482)
dateline: LONDON, Oct. 8. (253, 602, 313, 612)
subheading: SOCIAL GOVERNMENT. (502, 1005, 610, 1016)
subheading: P.R. PROPOSAL DROPPED. (815, 146, 933, 156)
subheading: TWELVE BUSHELS TO THE ACRE. (177, 379, 299, 402)
subheading: CRITICAL DEBATE IMMINENT. (10, 98, 148, 108)
ornament-rule (481, 819, 631, 827)
article-body: At the conference of hospital boards, Mr. M. Fraser (Taranaki) moved: "That the Government should bear the cost of the treatment of all tuberculosis cases," on the grounds that such cases are a menace to the public health of the country. He stated that his board had been penalised very heavily over such cases. They should be paid for by the people to whom they belonged, and not by those who had had them for a year or two. It was decided to consider at the same time as this remit the following remit: "That this conference considers the principle of the tangential amalgamation of hospital boards generally throughout New Zealand for the treatment of consumption with a view to pooling the capital cost and maintenance thereof in proportion to the rateable capital value of districts." Mr W. Henrall (North Canterbury) moved: "That the Pensions Act relating to widows and children be amended so that in the event of parents being divorced and eventually the male parent dying the children shall be entitled to a pension." A SALLOW COMPLEXION. A sallow, muddy complexion is due to either constipation or stomach trouble. A dose of Chamberlain's Tablets will stimulate the bowels to natural, regular action. Chamberlain's Tablets are invaluable. No one need hesitate to take Chamberlain's Tablets, for they contain nothing injurious, and their use is not followed by constipation. Sold everywhere.—Advt. (481, 1250, 631, 1548)
dateline: WELLINGTON, Oct. 8. (552, 489, 631, 499)
